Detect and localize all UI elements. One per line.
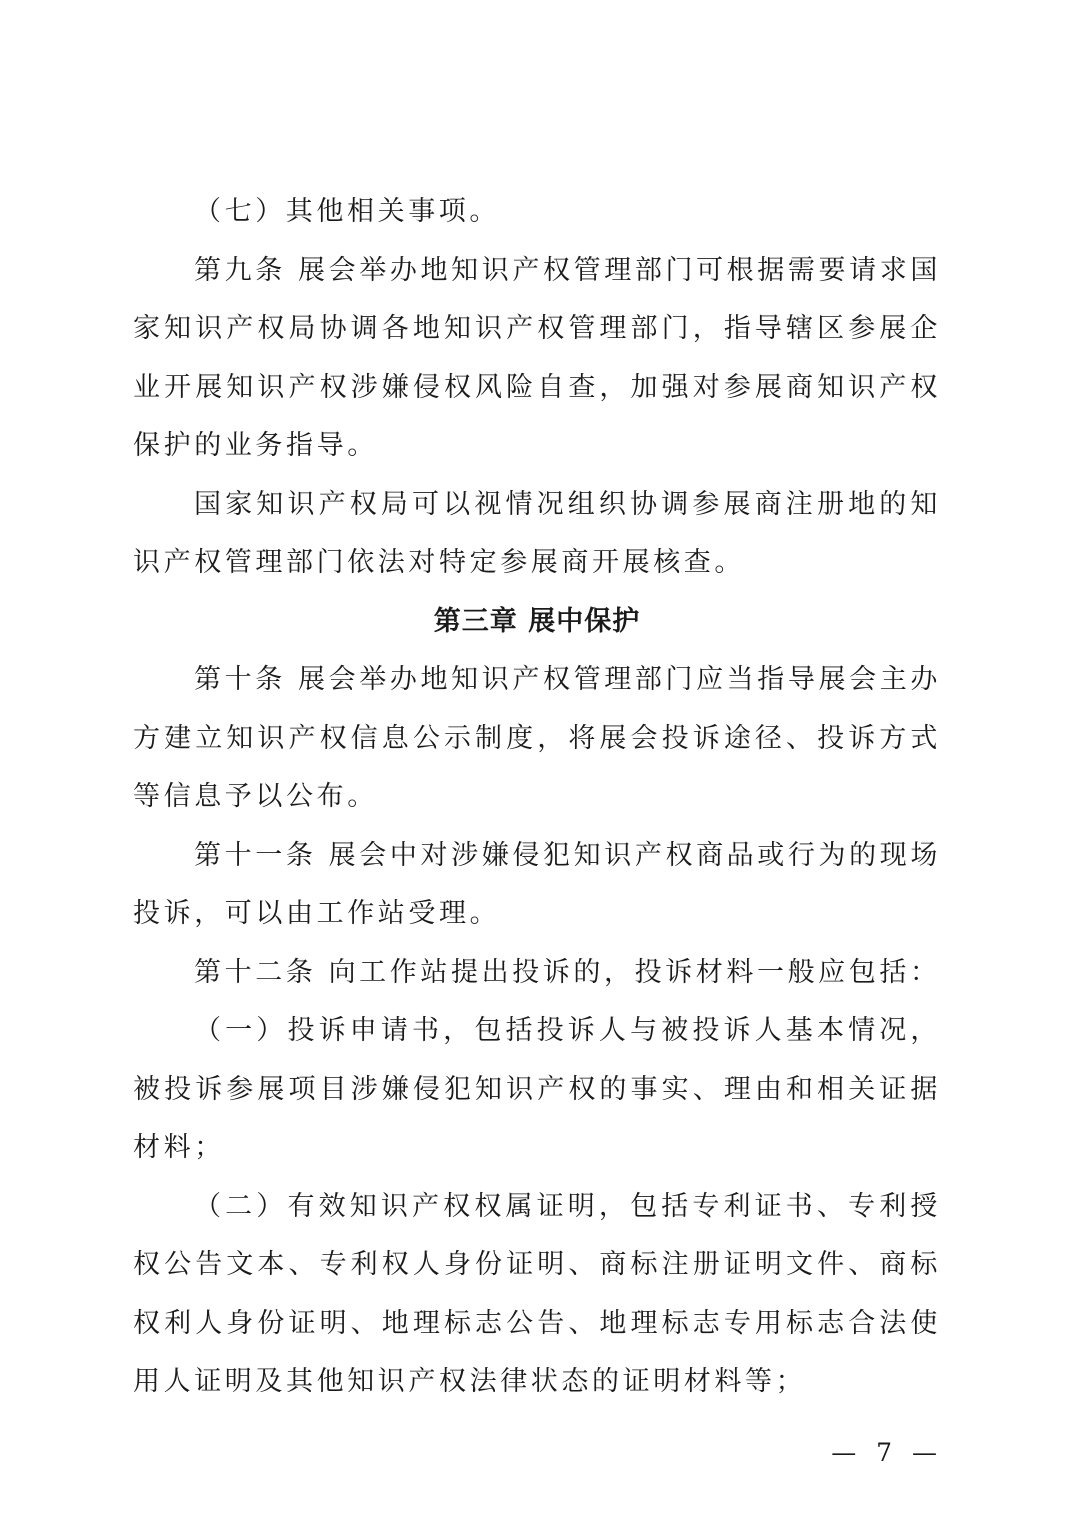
page-number: — 7 — bbox=[831, 1438, 943, 1467]
paragraph-article-9: 第九条 展会举办地知识产权管理部门可根据需要请求国家知识产权局协调各地知识产权管理部门，指导辖区参展企业开展知识产权涉嫌侵权风险自查，加强对参展商知识产权保护的业务指导。 bbox=[133, 254, 941, 461]
paragraph-item-one: （一）投诉申请书，包括投诉人与被投诉人基本情况，被投诉参展项目涉嫌侵犯知识产权的事实、理由和相关证据材料； bbox=[133, 1015, 941, 1163]
paragraph-item-seven: （七）其他相关事项。 bbox=[194, 196, 500, 227]
paragraph-article-12: 第十二条 向工作站提出投诉的，投诉材料一般应包括： bbox=[194, 956, 941, 988]
paragraph-item-two: （二）有效知识产权权属证明，包括专利证书、专利授权公告文本、专利权人身份证明、商标注册证明文件、商标权利人身份证明、地理标志公告、地理标志专用标志合法使用人证明及其他知识产权法律状态的证明材料等； bbox=[133, 1190, 941, 1397]
document-body bbox=[133, 183, 941, 1412]
paragraph-article-9-supplement: 国家知识产权局可以视情况组织协调参展商注册地的知识产权管理部门依法对特定参展商开展核查。 bbox=[133, 488, 941, 578]
chapter-heading: 第三章 展中保护 bbox=[433, 605, 641, 637]
paragraph-article-10: 第十条 展会举办地知识产权管理部门应当指导展会主办方建立知识产权信息公示制度，将展会投诉途径、投诉方式等信息予以公布。 bbox=[133, 664, 941, 812]
paragraph-article-11: 第十一条 展会中对涉嫌侵犯知识产权商品或行为的现场投诉，可以由工作站受理。 bbox=[133, 839, 941, 929]
